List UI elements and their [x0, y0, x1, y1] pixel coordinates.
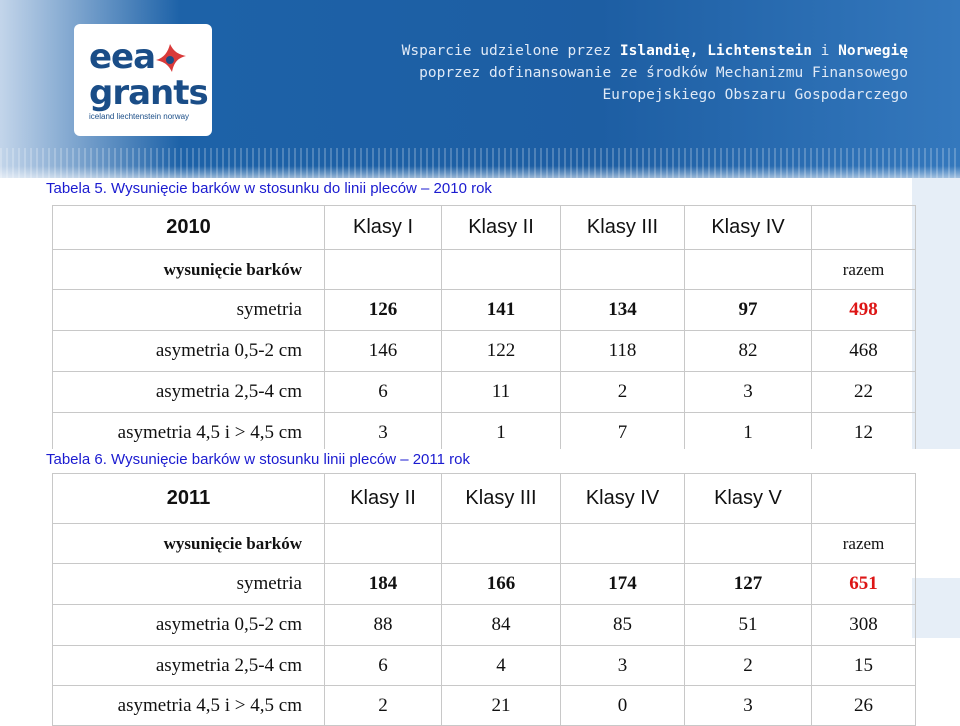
table-6-caption: Tabela 6. Wysunięcie barków w stosunku linii pleców – 2011 rok — [46, 451, 470, 468]
cell: 7 — [561, 413, 685, 454]
table-subheader-row — [53, 524, 916, 564]
cell: 166 — [442, 564, 561, 605]
header-cell: Klasy II — [442, 206, 561, 250]
cell: 146 — [325, 331, 442, 372]
table-row — [53, 564, 916, 605]
cell: 97 — [685, 290, 812, 331]
cell: 88 — [325, 605, 442, 646]
header-cell: Klasy III — [561, 206, 685, 250]
cell: 126 — [325, 290, 442, 331]
total-cell: 651 — [812, 564, 916, 605]
header-cell: Klasy I — [325, 206, 442, 250]
table-row — [53, 290, 916, 331]
table-row — [53, 686, 916, 726]
total-cell: 15 — [812, 646, 916, 686]
subheader-label: wysunięcie barków — [53, 524, 325, 564]
cell: 3 — [685, 686, 812, 726]
header-cell: Klasy III — [442, 474, 561, 524]
cell: 4 — [442, 646, 561, 686]
table-row — [53, 331, 916, 372]
table-header-row — [53, 206, 916, 250]
cell: 21 — [442, 686, 561, 726]
table-2010 — [52, 205, 916, 454]
cell: 3 — [561, 646, 685, 686]
eea-star-icon — [152, 42, 188, 78]
table-row — [53, 413, 916, 454]
cell: 174 — [561, 564, 685, 605]
logo-text-eea: eea — [89, 37, 156, 77]
row-label: symetria — [53, 290, 325, 331]
total-cell: 26 — [812, 686, 916, 726]
table-row — [53, 372, 916, 413]
cell: 6 — [325, 372, 442, 413]
eea-grants-logo — [74, 24, 212, 136]
subheader-total: razem — [812, 250, 916, 290]
cell: 51 — [685, 605, 812, 646]
cell: 82 — [685, 331, 812, 372]
header-year: 2010 — [53, 206, 325, 250]
total-cell: 498 — [812, 290, 916, 331]
cell: 2 — [685, 646, 812, 686]
cell: 1 — [685, 413, 812, 454]
cell: 127 — [685, 564, 812, 605]
cell: 122 — [442, 331, 561, 372]
table-header-row — [53, 474, 916, 524]
cell: 141 — [442, 290, 561, 331]
cell: 85 — [561, 605, 685, 646]
cell: 6 — [325, 646, 442, 686]
header-cell: Klasy IV — [685, 206, 812, 250]
cell: 3 — [685, 372, 812, 413]
subheader-total: razem — [812, 524, 916, 564]
cell: 1 — [442, 413, 561, 454]
header-cell — [812, 474, 916, 524]
cell: 118 — [561, 331, 685, 372]
cell: 84 — [442, 605, 561, 646]
cell: 3 — [325, 413, 442, 454]
cell: 0 — [561, 686, 685, 726]
banner-line-1: Wsparcie udzielone przez Islandię, Lichtenstein i Norwegię — [401, 43, 908, 59]
cell: 2 — [325, 686, 442, 726]
row-label: asymetria 2,5-4 cm — [53, 372, 325, 413]
cell: 11 — [442, 372, 561, 413]
row-label: asymetria 2,5-4 cm — [53, 646, 325, 686]
header-cell: Klasy IV — [561, 474, 685, 524]
table-row — [53, 605, 916, 646]
row-label: asymetria 0,5-2 cm — [53, 605, 325, 646]
header-banner — [0, 0, 960, 178]
row-label: asymetria 4,5 i > 4,5 cm — [53, 686, 325, 726]
total-cell: 308 — [812, 605, 916, 646]
row-label: asymetria 4,5 i > 4,5 cm — [53, 413, 325, 454]
header-cell: Klasy II — [325, 474, 442, 524]
cell: 134 — [561, 290, 685, 331]
total-cell: 12 — [812, 413, 916, 454]
row-label: asymetria 0,5-2 cm — [53, 331, 325, 372]
subheader-label: wysunięcie barków — [53, 250, 325, 290]
banner-line-3: Europejskiego Obszaru Gospodarczego — [602, 87, 908, 103]
table-5-caption: Tabela 5. Wysunięcie barków w stosunku do linii pleców – 2010 rok — [46, 180, 492, 197]
header-cell: Klasy V — [685, 474, 812, 524]
total-cell: 468 — [812, 331, 916, 372]
cell: 2 — [561, 372, 685, 413]
banner-line-2: poprzez dofinansowanie ze środków Mechanizmu Finansowego — [419, 65, 908, 81]
logo-text-grants: grants — [89, 73, 208, 113]
table-2011 — [52, 473, 916, 726]
row-label: symetria — [53, 564, 325, 605]
header-cell — [812, 206, 916, 250]
table-row — [53, 646, 916, 686]
cell: 184 — [325, 564, 442, 605]
total-cell: 22 — [812, 372, 916, 413]
header-year: 2011 — [53, 474, 325, 524]
table-subheader-row — [53, 250, 916, 290]
logo-subtitle: iceland liechtenstein norway — [89, 112, 190, 121]
